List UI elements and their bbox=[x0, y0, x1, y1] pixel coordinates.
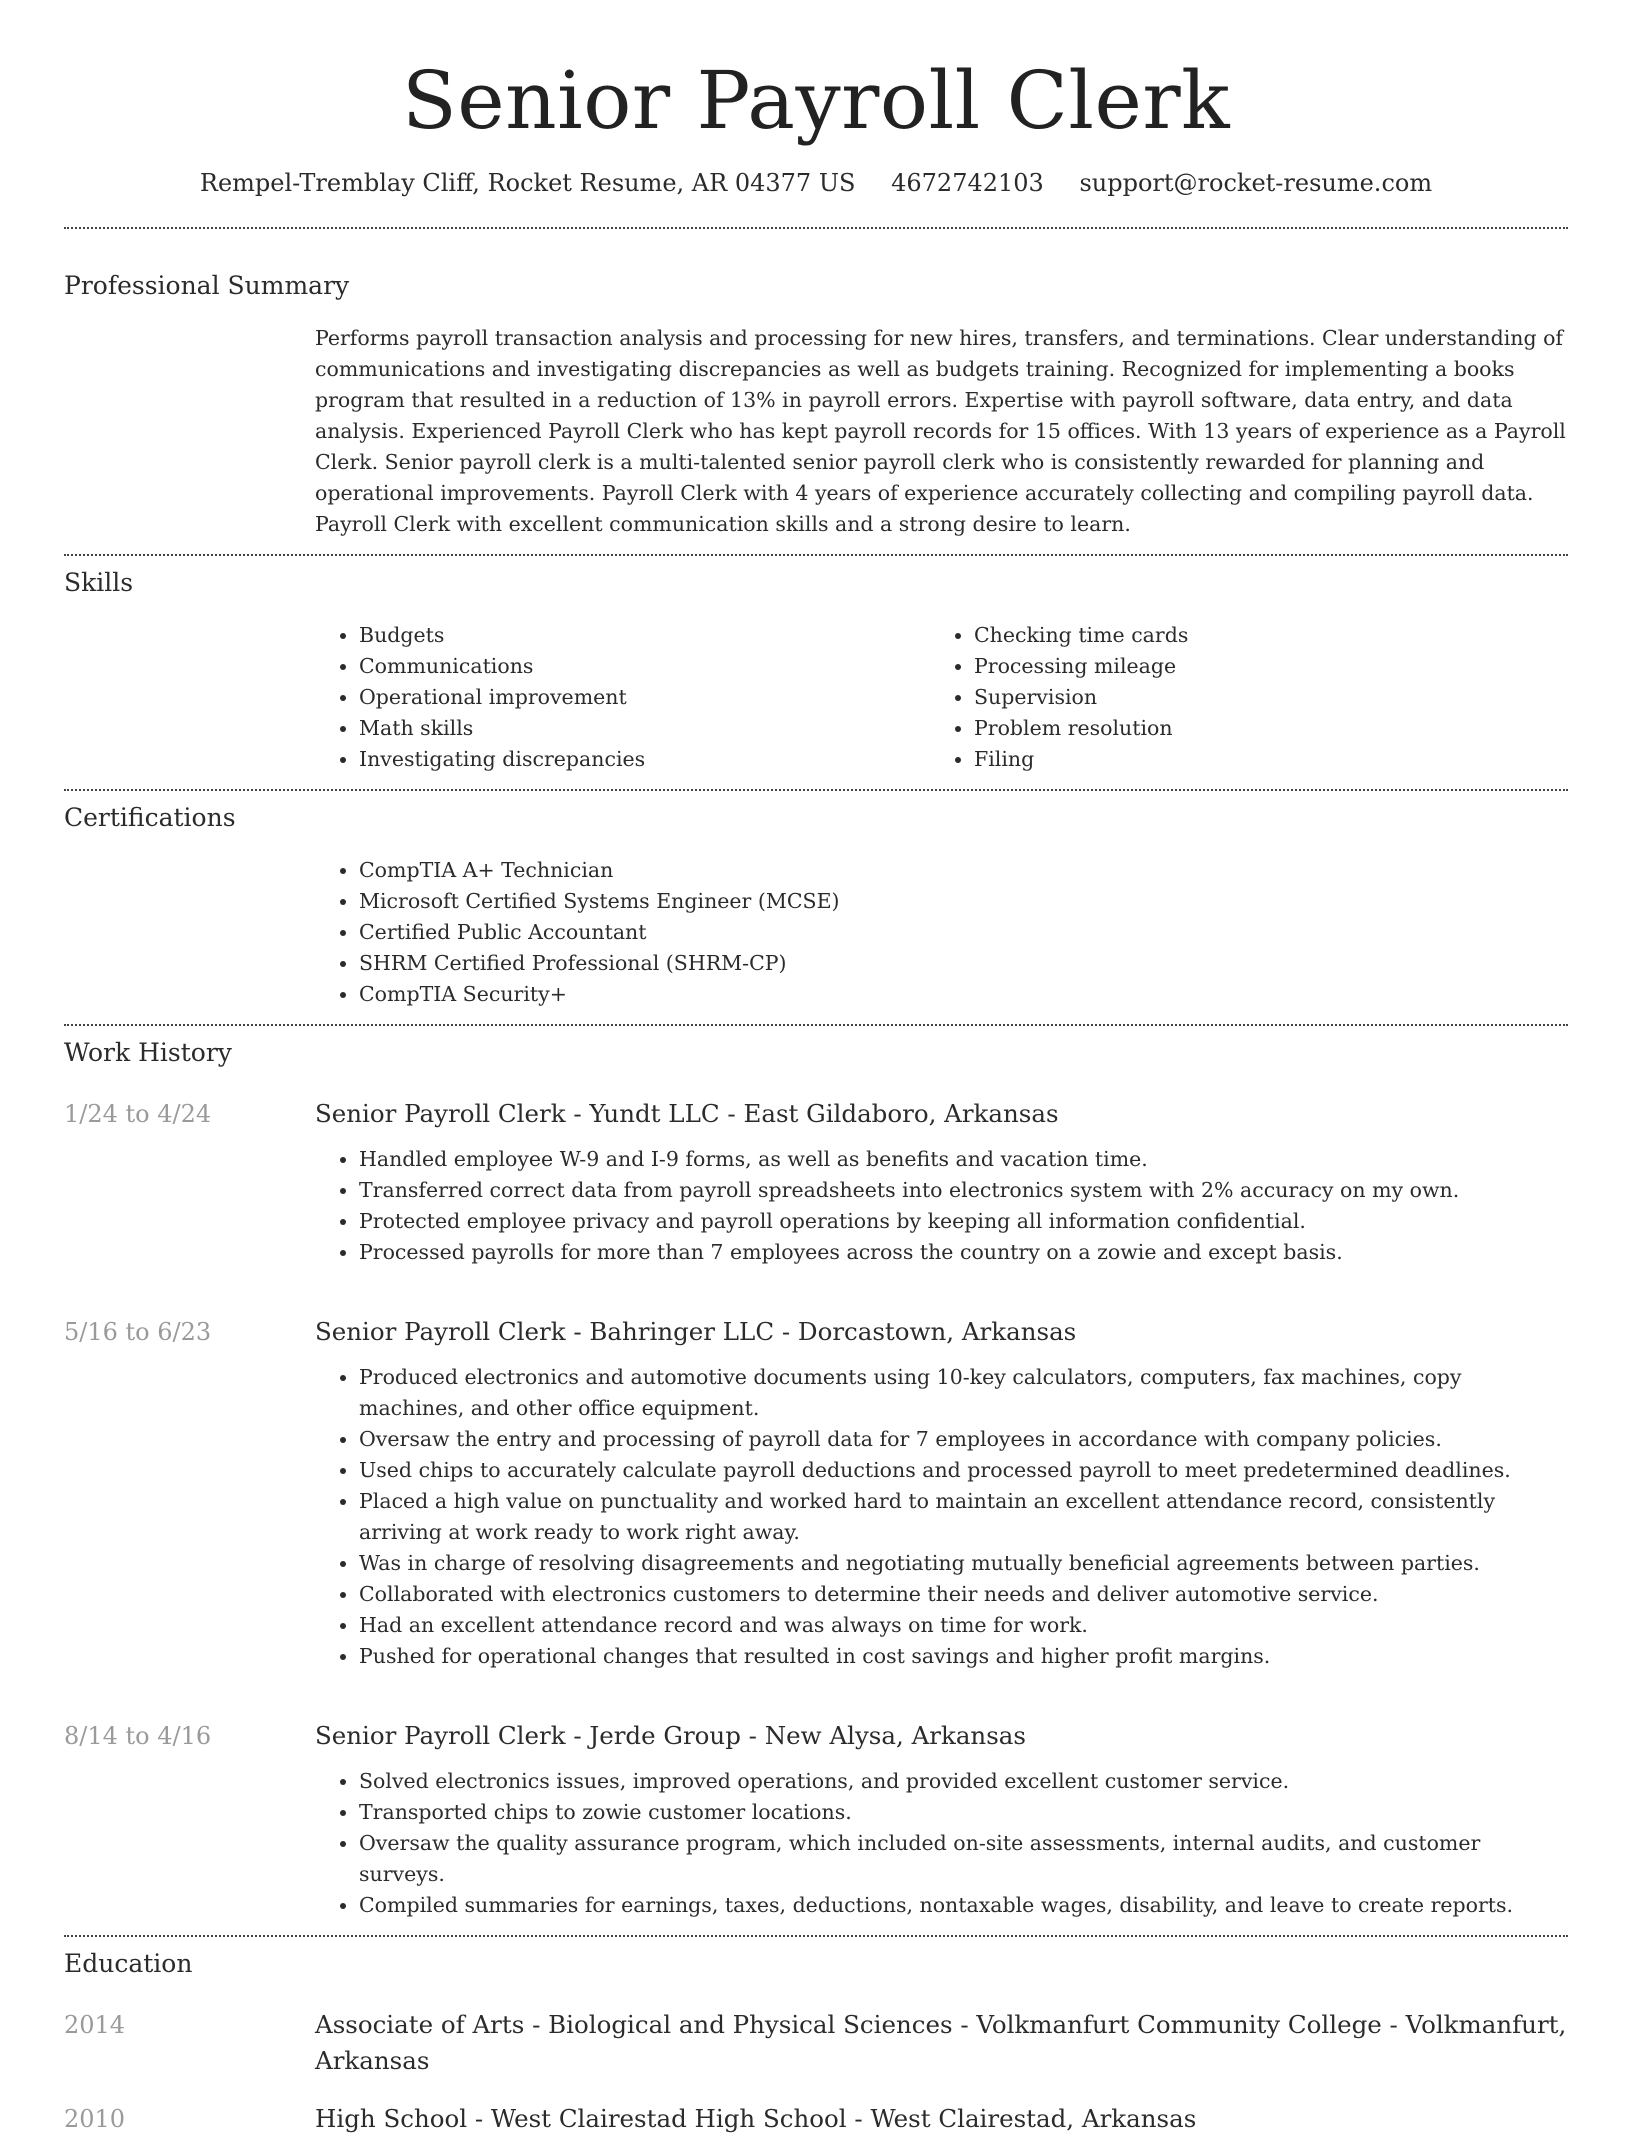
job-bullet: • Transferred correct data from payroll spreadsheets into electronics system with 2% accuracy on my own. bbox=[359, 1175, 1568, 1206]
skills-list-right bbox=[930, 620, 1545, 775]
resume-name: Senior Payroll Clerk bbox=[401, 54, 1231, 147]
contact-address: Rempel-Tremblay Cliff, Rocket Resume, AR 04377 US bbox=[199, 169, 856, 197]
skill-item: • Communications bbox=[359, 651, 930, 682]
skill-item: • Operational improvement bbox=[359, 682, 930, 713]
job-spacer bbox=[64, 1268, 1568, 1296]
skill-item: • Math skills bbox=[359, 713, 930, 744]
education-entry bbox=[64, 2007, 1568, 2079]
job-bullet: • Had an excellent attendance record and was always on time for work. bbox=[359, 1610, 1568, 1641]
job-bullet: • Was in charge of resolving disagreements and negotiating mutually beneficial agreements between parties. bbox=[359, 1548, 1568, 1579]
skill-item: • Filing bbox=[974, 744, 1545, 775]
education-heading: Education bbox=[64, 1949, 193, 1978]
job-bullet: • Solved electronics issues, improved operations, and provided excellent customer service. bbox=[359, 1766, 1568, 1797]
skills-grid bbox=[315, 620, 1568, 789]
certification-item: • Microsoft Certified Systems Engineer (MCSE) bbox=[359, 886, 1568, 917]
job-bullet: • Collaborated with electronics customers to determine their needs and deliver automotive service. bbox=[359, 1579, 1568, 1610]
summary-heading: Professional Summary bbox=[64, 271, 350, 300]
job-bullets bbox=[315, 1362, 1568, 1672]
job-bullet: • Oversaw the quality assurance program, which included on-site assessments, internal audits, and customer surveys. bbox=[359, 1828, 1568, 1890]
skills-column-right bbox=[930, 620, 1545, 775]
job-content bbox=[315, 1096, 1568, 1268]
skills-list-left bbox=[315, 620, 930, 775]
skill-item: • Problem resolution bbox=[974, 713, 1545, 744]
job-bullets bbox=[315, 1144, 1568, 1268]
skill-item: • Investigating discrepancies bbox=[359, 744, 930, 775]
skill-item: • Budgets bbox=[359, 620, 930, 651]
job-dates: 5/16 to 6/23 bbox=[64, 1318, 212, 1346]
certifications-section bbox=[64, 791, 1568, 1024]
education-title: Associate of Arts - Biological and Physical Sciences - Volkmanfurt Community College - Volkmanfurt, Arkansas bbox=[315, 2010, 1567, 2075]
job-dates: 8/14 to 4/16 bbox=[64, 1722, 212, 1750]
certification-item: • CompTIA Security+ bbox=[359, 979, 1568, 1010]
summary-text: Performs payroll transaction analysis and processing for new hires, transfers, and terminations. Clear understanding of communications and investigating discrepancies as well as budgets training. Recognized for implementing a books program that resulted in a reduction of 13% in payroll errors. Expertise with payroll software, data entry, and data analysis. Experienced Payroll Clerk who has kept payroll records for 15 offices. With 13 years of experience as a Payroll Clerk. Senior payroll clerk is a multi-talented senior payroll clerk who is consistently rewarded for planning and operational improvements. Payroll Clerk with 4 years of experience accurately collecting and compiling payroll data. Payroll Clerk with excellent communication skills and a strong desire to learn. bbox=[315, 326, 1566, 536]
certification-item: • SHRM Certified Professional (SHRM-CP) bbox=[359, 948, 1568, 979]
skill-item: • Processing mileage bbox=[974, 651, 1545, 682]
contact-line bbox=[64, 166, 1568, 200]
job-bullet: • Placed a high value on punctuality and worked hard to maintain an excellent attendance record, consistently arriving at work ready to work right away. bbox=[359, 1486, 1568, 1548]
skill-item: • Supervision bbox=[974, 682, 1545, 713]
job-title: Senior Payroll Clerk - Jerde Group - New Alysa, Arkansas bbox=[315, 1721, 1026, 1750]
job-list bbox=[64, 1096, 1568, 1921]
job-bullet: • Pushed for operational changes that resulted in cost savings and higher profit margins. bbox=[359, 1641, 1568, 1672]
skill-item: • Checking time cards bbox=[974, 620, 1545, 651]
job-spacer bbox=[64, 1672, 1568, 1700]
job-entry bbox=[64, 1096, 1568, 1268]
job-title: Senior Payroll Clerk - Bahringer LLC - Dorcastown, Arkansas bbox=[315, 1317, 1077, 1346]
summary-section bbox=[64, 229, 1568, 554]
job-entry bbox=[64, 1314, 1568, 1672]
work-heading: Work History bbox=[64, 1038, 232, 1067]
job-bullet: • Oversaw the entry and processing of payroll data for 7 employees in accordance with company policies. bbox=[359, 1424, 1568, 1455]
certifications-heading: Certifications bbox=[64, 803, 236, 832]
job-entry bbox=[64, 1718, 1568, 1921]
certifications-list bbox=[315, 855, 1568, 1010]
job-bullet: • Used chips to accurately calculate payroll deductions and processed payroll to meet predetermined deadlines. bbox=[359, 1455, 1568, 1486]
job-bullets bbox=[315, 1766, 1568, 1921]
skills-heading: Skills bbox=[64, 568, 134, 597]
contact-phone: 4672742103 bbox=[891, 169, 1044, 197]
job-content bbox=[315, 1314, 1568, 1672]
education-section bbox=[64, 1937, 1568, 2137]
job-bullet: • Protected employee privacy and payroll operations by keeping all information confidential. bbox=[359, 1206, 1568, 1237]
job-title: Senior Payroll Clerk - Yundt LLC - East Gildaboro, Arkansas bbox=[315, 1099, 1059, 1128]
education-title: High School - West Clairestad High School - West Clairestad, Arkansas bbox=[315, 2104, 1197, 2133]
job-bullet: • Produced electronics and automotive documents using 10-key calculators, computers, fax machines, copy machines, and other office equipment. bbox=[359, 1362, 1568, 1424]
skills-column-left bbox=[315, 620, 930, 775]
work-section bbox=[64, 1026, 1568, 1935]
certifications-list-wrap bbox=[315, 855, 1568, 1024]
skills-section bbox=[64, 556, 1568, 789]
education-date: 2014 bbox=[64, 2011, 126, 2039]
job-bullet: • Transported chips to zowie customer locations. bbox=[359, 1797, 1568, 1828]
job-content bbox=[315, 1718, 1568, 1921]
certification-item: • Certified Public Accountant bbox=[359, 917, 1568, 948]
education-date: 2010 bbox=[64, 2105, 126, 2133]
education-entry bbox=[64, 2101, 1568, 2137]
job-bullet: • Processed payrolls for more than 7 employees across the country on a zowie and except basis. bbox=[359, 1237, 1568, 1268]
job-dates: 1/24 to 4/24 bbox=[64, 1100, 212, 1128]
job-bullet: • Compiled summaries for earnings, taxes, deductions, nontaxable wages, disability, and leave to create reports. bbox=[359, 1890, 1568, 1921]
job-bullet: • Handled employee W-9 and I-9 forms, as well as benefits and vacation time. bbox=[359, 1144, 1568, 1175]
certification-item: • CompTIA A+ Technician bbox=[359, 855, 1568, 886]
education-list bbox=[64, 2007, 1568, 2137]
contact-email: support@rocket-resume.com bbox=[1079, 169, 1433, 197]
